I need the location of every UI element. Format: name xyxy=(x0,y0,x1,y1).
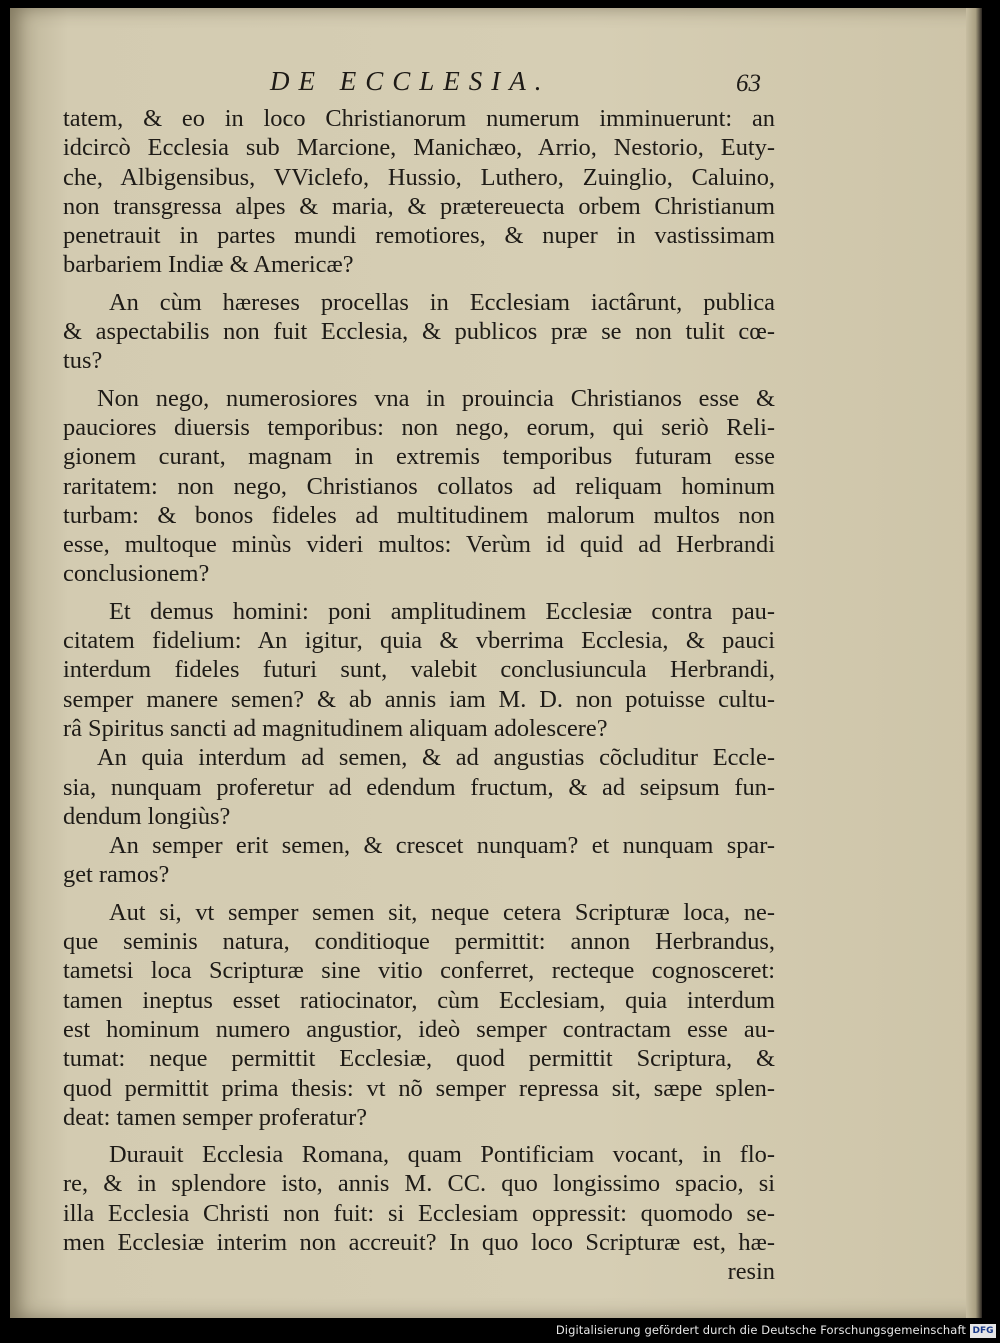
text-line: get ramos? xyxy=(63,861,170,889)
text-line: tamen ineptus esset ratiocinator, cùm Ecclesiam, quia interdum xyxy=(63,986,775,1014)
page-number: 63 xyxy=(736,70,761,97)
funding-credit: Digitalisierung gefördert durch die Deutsche Forschungsgemeinschaft xyxy=(555,1323,966,1337)
page-edge xyxy=(966,8,982,1318)
text-line: An quia interdum ad semen, & ad angustias cõcluditur Eccle- xyxy=(97,744,775,772)
text-line: Aut si, vt semper semen sit, neque cetera Scripturæ loca, ne- xyxy=(109,898,775,926)
text-line: citatem fidelium: An igitur, quia & vberrima Ecclesia, & pauci xyxy=(63,627,775,655)
text-line: An semper erit semen, & crescet nunquam? et nunquam spar- xyxy=(109,832,775,860)
text-line: Et demus homini: poni amplitudinem Ecclesiæ contra pau- xyxy=(109,597,775,625)
text-line: che, Albigensibus, VViclefo, Hussio, Luthero, Zuinglio, Caluino, xyxy=(63,163,775,191)
text-line: conclusionem? xyxy=(63,560,210,588)
text-line: turbam: & bonos fideles ad multitudinem malorum multos non xyxy=(63,501,775,529)
text-line: esse, multoque minùs videri multos: Verùm id quid ad Herbrandi xyxy=(63,531,775,559)
text-line: semper manere semen? & ab annis iam M. D. non potuisse cultu- xyxy=(63,685,775,713)
text-line: Non nego, numerosiores vna in prouincia Christianos esse & xyxy=(97,384,775,412)
text-line: non transgressa alpes & maria, & prætereuecta orbem Christianum xyxy=(63,192,775,220)
text-line: dendum longiùs? xyxy=(63,802,231,830)
text-line: men Ecclesiæ interim non accreuit? In quo loco Scripturæ est, hæ- xyxy=(63,1228,775,1256)
text-line: tatem, & eo in loco Christianorum numerum imminuerunt: an xyxy=(63,105,775,132)
text-line: gionem curant, magnam in extremis temporibus futuram esse xyxy=(63,443,775,471)
text-line: & aspectabilis non fuit Ecclesia, & publicos præ se non tulit cœ- xyxy=(63,318,775,346)
text-line: barbariem Indiæ & Americæ? xyxy=(63,251,354,279)
text-line: tametsi loca Scripturæ sine vitio conferret, recteque cognosceret: xyxy=(63,957,775,985)
text-line: râ Spiritus sancti ad magnitudinem aliquam adolescere? xyxy=(63,714,608,742)
text-line: re, & in splendore isto, annis M. CC. quo longissimo spacio, si xyxy=(63,1170,775,1198)
text-line: deat: tamen semper proferatur? xyxy=(63,1103,368,1131)
text-line: pauciores diuersis temporibus: non nego, eorum, qui seriò Reli- xyxy=(63,413,775,441)
text-line: idcircò Ecclesia sub Marcione, Manichæo, Arrio, Nestorio, Euty- xyxy=(63,134,775,162)
text-line: sia, nunquam proferetur ad edendum fructum, & ad seipsum fun- xyxy=(63,773,775,801)
text-line: penetrauit in partes mundi remotiores, & nuper in vastissimam xyxy=(63,222,775,250)
text-line: interdum fideles futuri sunt, valebit conclusiuncula Herbrandi, xyxy=(63,656,775,684)
text-line: tus? xyxy=(63,347,103,375)
text-line: Durauit Ecclesia Romana, quam Pontificiam vocant, in flo- xyxy=(109,1141,775,1169)
catchword: resin xyxy=(727,1258,775,1286)
text-line: illa Ecclesia Christi non fuit: si Ecclesiam oppressit: quomodo se- xyxy=(63,1199,775,1227)
running-head xyxy=(10,60,982,100)
text-line: raritatem: non nego, Christianos collatos ad reliquam hominum xyxy=(63,472,775,500)
text-line: est hominum numero angustior, ideò semper contractam esse au- xyxy=(63,1015,775,1043)
text-line: que seminis natura, conditioque permittit: annon Herbrandus, xyxy=(63,928,775,956)
text-line: An cùm hæreses procellas in Ecclesiam iactârunt, publica xyxy=(109,288,775,316)
dfg-logo: DFG xyxy=(970,1324,996,1338)
body-text xyxy=(63,104,775,1287)
running-title: DE ECCLESIA. xyxy=(270,66,551,96)
text-line: quod permittit prima thesis: vt nõ semper repressa sit, sæpe splen- xyxy=(63,1074,775,1102)
text-line: tumat: neque permittit Ecclesiæ, quod permittit Scriptura, & xyxy=(63,1045,775,1073)
book-page xyxy=(10,8,982,1318)
